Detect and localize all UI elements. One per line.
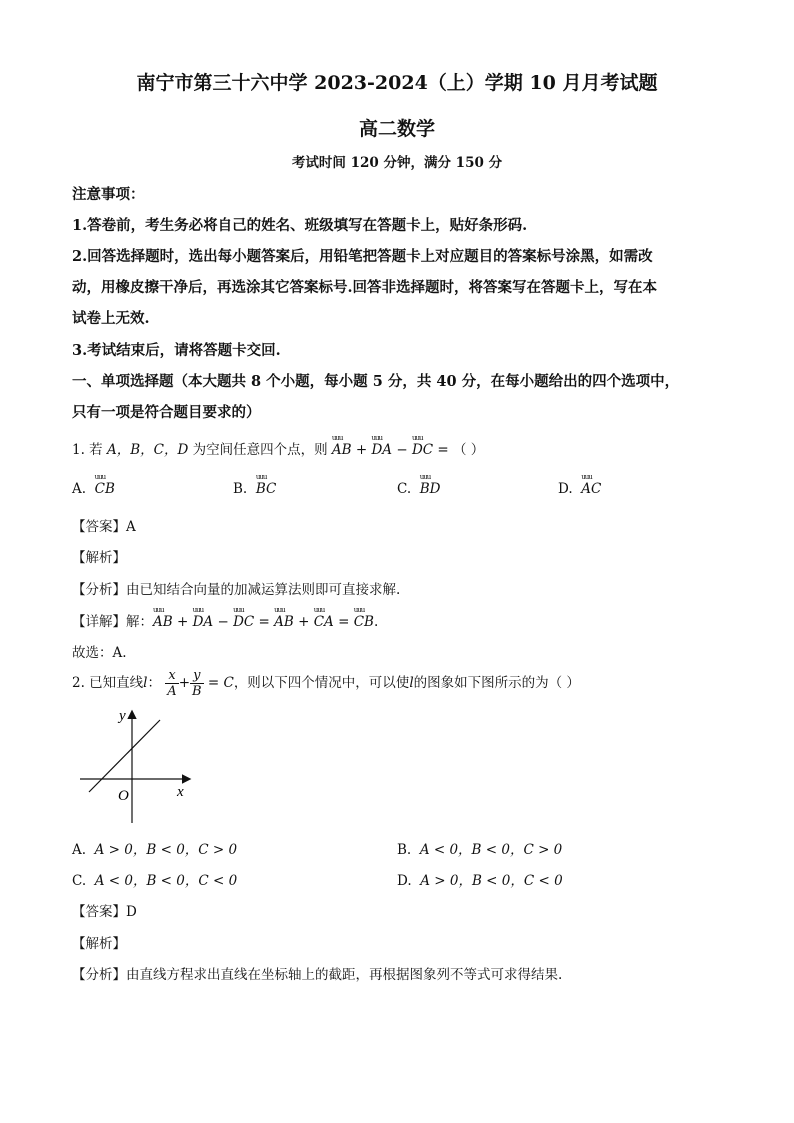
q2-fraction-y: $\frac{y}{B}$ — [192, 668, 202, 699]
q1-expr-vec-2: uuu DA — [371, 442, 392, 458]
q2-option-a-letter: A. — [72, 842, 87, 858]
q1-answer — [72, 515, 136, 535]
q2-option-b — [397, 838, 562, 858]
y-axis-label: y — [119, 708, 126, 724]
q2-fenxi — [72, 963, 562, 983]
q1-detail-vec-1: uuu AB — [153, 614, 173, 630]
q2-option-a — [72, 838, 237, 858]
page-subtitle: 高二数学 — [358, 118, 435, 140]
q2-option-c-text: A < 0，B < 0，C < 0 — [94, 873, 238, 889]
q2-stem-suffix: 的图象如下图所示的为（ ） — [413, 675, 580, 691]
q1-detail-tag: 【详解】 — [72, 614, 126, 630]
q2-stem-prefix: 2. 已知直线 — [72, 675, 144, 691]
q2-option-d-text: A > 0，B < 0，C < 0 — [420, 873, 563, 889]
q1-option-a-letter: A. — [72, 481, 87, 497]
q2-stem: 2. 已知直线l： $\frac{x}{A}$ + $\frac{y}{B}$ = C，则以下四个情况中，可以使l的图象如下图所示的为（ ） — [72, 668, 580, 699]
x-axis-label: x — [177, 784, 184, 800]
notice-item-2-line-1: 2.回答选择题时，选出每小题答案后，用铅笔把答题卡上对应题目的答案标号涂黑，如需改 — [72, 248, 653, 265]
q1-option-b — [233, 481, 276, 497]
notice-item-3: 3.考试结束后，请将答题卡交回. — [72, 342, 281, 359]
q1-option-c-vec: uuu BD — [420, 481, 441, 497]
q1-detail-vec-4: uuu AB — [274, 614, 294, 630]
section-heading-line-2: 只有一项是符合题目要求的） — [72, 404, 261, 421]
notice-heading: 注意事项： — [72, 186, 145, 203]
q1-stem-suffix: = （ ） — [433, 442, 485, 458]
q1-option-b-vec: uuu BC — [256, 481, 277, 497]
q2-fraction-x: $\frac{x}{A}$ — [167, 668, 177, 699]
q2-fenxi-tag: 【分析】 — [72, 967, 126, 983]
q2-analysis-tag: 【解析】 — [72, 936, 126, 952]
q1-detail: 【详解】解：uuu AB + uuu DA − uuu DC = uuu AB + uuu CA = uuu CB. — [72, 610, 378, 630]
q1-fenxi-text: 由已知结合向量的加减运算法则即可直接求解. — [126, 582, 401, 598]
q1-conclusion: 故选：A. — [72, 645, 127, 661]
q2-option-c — [72, 869, 237, 889]
notice-item-2-line-3: 试卷上无效. — [72, 310, 150, 327]
q1-expr-vec-3: uuu DC — [412, 442, 433, 458]
q1-option-d-letter: D. — [558, 481, 573, 497]
q1-points: A，B，C，D — [106, 442, 189, 458]
origin-label: O — [118, 788, 129, 804]
notice-item-1: 1.答卷前，考生务必将自己的姓名、班级填写在答题卡上，贴好条形码. — [72, 217, 528, 234]
q1-detail-vec-2: uuu DA — [193, 614, 214, 630]
q1-option-d-vec: uuu AC — [581, 481, 601, 497]
q1-detail-vec-5: uuu CA — [314, 614, 334, 630]
q2-fenxi-text: 由直线方程求出直线在坐标轴上的截距，再根据图象列不等式可求得结果. — [126, 967, 563, 983]
q2-option-a-text: A > 0，B < 0，C > 0 — [94, 842, 238, 858]
q1-detail-vec-3: uuu DC — [233, 614, 254, 630]
q1-option-c — [397, 481, 440, 497]
page-title: 南宁市第三十六中学 2023-2024（上）学期 10 月月考试题 — [136, 72, 658, 94]
q1-option-a — [72, 481, 115, 497]
exam-time: 考试时间 120 分钟，满分 150 分 — [291, 155, 503, 171]
q1-fenxi-tag: 【分析】 — [72, 582, 126, 598]
q1-option-a-vec: uuu CB — [95, 481, 115, 497]
q1-detail-vec-6: uuu CB — [354, 614, 374, 630]
q2-option-b-letter: B. — [397, 842, 412, 858]
q2-colon: ： — [147, 675, 161, 691]
q2-answer-tag: 【答案】 — [72, 904, 126, 920]
q2-option-d-letter: D. — [397, 873, 412, 889]
q1-analysis-tag: 【解析】 — [72, 550, 126, 566]
graph-line — [89, 720, 160, 792]
q2-option-b-text: A < 0，B < 0，C > 0 — [419, 842, 563, 858]
q2-stem-mid: ，则以下四个情况中，可以使 — [233, 675, 410, 691]
q1-fenxi — [72, 578, 400, 598]
q2-line-var: l — [143, 675, 148, 691]
notice-item-2-line-2: 动，用橡皮擦干净后，再选涂其它答案标号.回答非选择题时，将答案写在答题卡上，写在本 — [72, 279, 658, 296]
q1-option-c-letter: C. — [397, 481, 412, 497]
q1-detail-prefix: 解： — [126, 614, 153, 630]
q2-answer-value: D — [126, 904, 137, 920]
q2-option-c-letter: C. — [72, 873, 87, 889]
q2-line-var-2: l — [409, 675, 414, 691]
q1-answer-tag: 【答案】 — [72, 519, 126, 535]
section-heading-line-1: 一、单项选择题（本大题共 8 个小题，每小题 5 分，共 40 分，在每小题给出的四个选项中， — [72, 373, 680, 390]
q1-option-d — [558, 481, 601, 497]
q2-option-d — [397, 869, 563, 889]
q1-stem: 1. 若 A，B，C，D 为空间任意四个点，则 uuu AB + uuu DA − uuu DC = （ ） — [72, 438, 484, 458]
q1-answer-value: A — [126, 519, 136, 535]
q1-stem-mid: 为空间任意四个点，则 — [188, 442, 332, 458]
q2-eq-rhs: C — [223, 675, 234, 691]
q1-expr-vec-1: uuu AB — [332, 442, 352, 458]
q2-graph — [76, 703, 196, 825]
q1-stem-prefix: 1. 若 — [72, 442, 107, 458]
q1-option-b-letter: B. — [233, 481, 248, 497]
q2-answer — [72, 900, 137, 920]
